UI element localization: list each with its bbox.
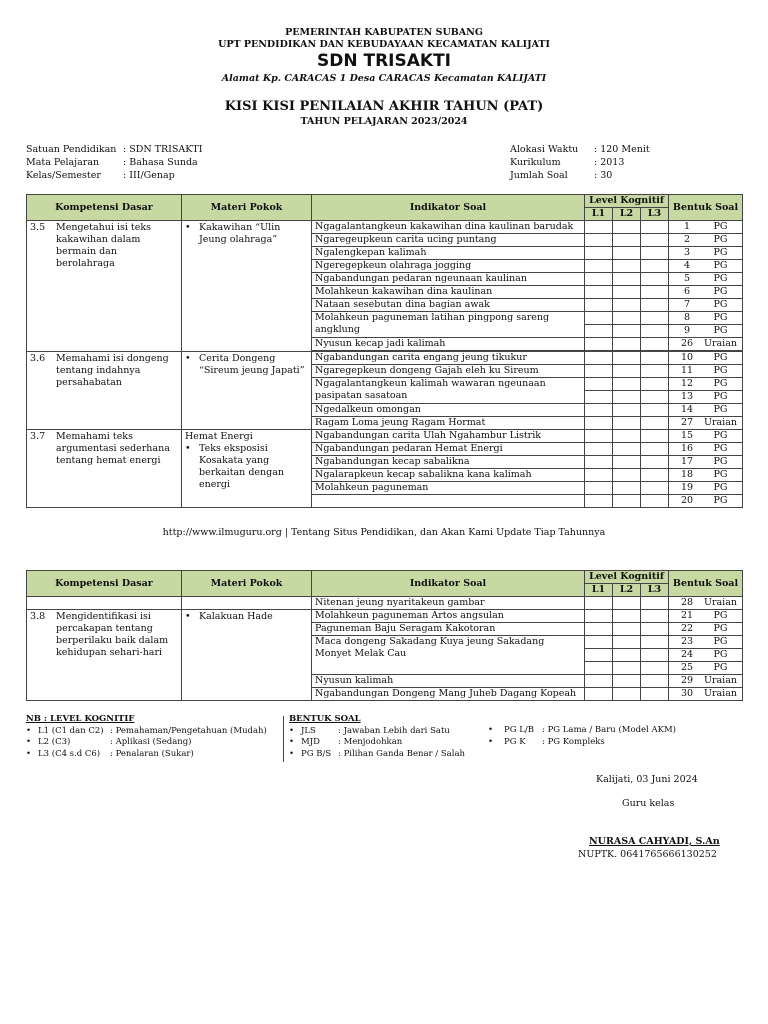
- bullet-icon: •: [488, 736, 494, 747]
- question-number: 23: [680, 636, 694, 647]
- legend-desc: : Pemahaman/Pengetahuan (Mudah): [110, 725, 267, 736]
- legend-code: PG K: [504, 736, 526, 747]
- col-header-materi: Materi Pokok: [182, 571, 312, 597]
- bullet-icon: •: [185, 443, 191, 454]
- question-number: 27: [680, 417, 694, 428]
- materi-heading: Hemat Energi: [185, 431, 253, 442]
- question-number: 4: [683, 260, 691, 271]
- legend-desc: : Pilihan Ganda Benar / Salah: [338, 748, 466, 759]
- col-header-bentuk: Bentuk Soal: [669, 571, 743, 597]
- bentuk-cell: [669, 247, 743, 260]
- bullet-icon: •: [289, 748, 295, 759]
- question-type: PG: [713, 391, 728, 402]
- legend-desc: : PG Lama / Baru (Model AKM): [542, 725, 676, 735]
- info-label: Satuan Pendidikan: [26, 144, 117, 155]
- kd-number: 3.8: [30, 611, 46, 622]
- indikator-cell: Ngabandungan Dongeng Mang Juheb Dagang Kopeah: [312, 688, 585, 701]
- col-header-l2: L2: [613, 584, 641, 597]
- legend-title: NB : LEVEL KOGNITIF: [26, 714, 135, 724]
- academic-year: TAHUN PELAJARAN 2023/2024: [300, 116, 468, 127]
- indikator-cell: Ngagalantangkeun kakawihan dina kaulinan barudak: [312, 221, 585, 234]
- kd-text: Memahami teks argumentasi sederhana tentang hemat energi: [56, 431, 170, 466]
- question-type: PG: [713, 636, 728, 647]
- question-number: 11: [680, 365, 694, 376]
- legend-code: PG B/S: [301, 748, 332, 759]
- question-type: Uraian: [703, 688, 738, 699]
- info-label: Jumlah Soal: [510, 170, 568, 181]
- header-address: Alamat Kp. CARACAS 1 Desa CARACAS Kecamatan KALIJATI: [221, 73, 547, 84]
- col-header-l1: L1: [585, 208, 613, 221]
- bentuk-cell: [669, 352, 743, 365]
- question-number: 19: [680, 482, 694, 493]
- legend-code: L2 (C3): [38, 737, 71, 747]
- legend-desc: : Jawaban Lebih dari Satu: [338, 725, 450, 736]
- header-government: PEMERINTAH KABUPATEN SUBANG: [285, 27, 483, 38]
- info-value: : SDN TRISAKTI: [123, 144, 203, 155]
- col-header-indikator: Indikator Soal: [312, 571, 585, 597]
- signature-nuptk: NUPTK. 0641765666130252: [578, 849, 717, 860]
- question-number: 21: [680, 610, 694, 621]
- legend-desc: : Penalaran (Sukar): [110, 748, 194, 759]
- bentuk-cell: [669, 286, 743, 299]
- level-kognitif-legend: [26, 714, 281, 760]
- kd-number: 3.6: [30, 353, 46, 364]
- info-value: : 2013: [594, 157, 625, 168]
- info-value: : 120 Menit: [594, 144, 650, 155]
- col-header-l1: L1: [585, 584, 613, 597]
- indikator-cell: Ngabandungan pedaran ngeunaan kaulinan: [312, 273, 585, 286]
- legend-title: BENTUK SOAL: [289, 714, 361, 724]
- indikator-cell: [312, 495, 585, 508]
- question-type: PG: [713, 404, 728, 415]
- question-type: PG: [713, 378, 728, 389]
- question-type: PG: [713, 443, 728, 454]
- question-number: 30: [680, 688, 694, 699]
- bentuk-cell: [669, 273, 743, 286]
- bullet-icon: •: [289, 737, 295, 747]
- question-type: PG: [713, 325, 728, 336]
- info-value: : III/Genap: [123, 170, 175, 181]
- col-header-l3: L3: [641, 584, 669, 597]
- kisi-table-1: [26, 194, 743, 508]
- bentuk-cell: [669, 299, 743, 312]
- bentuk-cell: [669, 443, 743, 456]
- question-number: 1: [683, 221, 691, 232]
- bentuk-cell: [669, 636, 743, 649]
- question-number: 20: [680, 495, 694, 506]
- document-title: KISI KISI PENILAIAN AKHIR TAHUN (PAT): [224, 99, 544, 114]
- bentuk-cell: [669, 597, 743, 610]
- table-row: [27, 352, 743, 365]
- question-type: PG: [713, 456, 728, 467]
- col-header-l3: L3: [641, 208, 669, 221]
- indikator-cell: Ngabandungan carita engang jeung tikukur: [312, 352, 585, 365]
- question-number: 28: [680, 597, 694, 608]
- indikator-cell: Nitenan jeung nyaritakeun gambar: [312, 597, 585, 610]
- question-number: 17: [680, 456, 694, 467]
- col-header-kd: Kompetensi Dasar: [27, 571, 182, 597]
- question-number: 22: [680, 623, 694, 634]
- bentuk-cell: [669, 325, 743, 338]
- signature-place-date: Kalijati, 03 Juni 2024: [596, 774, 698, 785]
- question-number: 15: [680, 430, 694, 441]
- question-type: PG: [713, 247, 728, 258]
- bullet-icon: •: [488, 725, 494, 735]
- bentuk-cell: [669, 378, 743, 391]
- question-number: 24: [680, 649, 694, 660]
- indikator-cell: Ngeregepkeun olahraga jogging: [312, 260, 585, 273]
- indikator-cell: Nataan sesebutan dina bagian awak: [312, 299, 585, 312]
- bentuk-cell: [669, 430, 743, 443]
- materi-text: Cerita Dongeng “Sireum jeung Japati”: [199, 353, 305, 376]
- indikator-cell: Ngabandungan pedaran Hemat Energi: [312, 443, 585, 456]
- indikator-cell: Nyusun kecap jadi kalimah: [312, 338, 585, 351]
- question-number: 13: [680, 391, 694, 402]
- question-type: PG: [713, 623, 728, 634]
- indikator-cell: Nyusun kalimah: [312, 675, 585, 688]
- question-number: 29: [680, 675, 694, 686]
- col-header-level: Level Kognitif: [585, 571, 669, 584]
- question-number: 16: [680, 443, 694, 454]
- kisi-table-2: [26, 570, 743, 701]
- question-number: 8: [683, 312, 691, 323]
- table-row: [27, 221, 743, 234]
- kd-text: Mengidentifikasi isi percakapan tentang berperilaku baik dalam kehidupan sehari-hari: [56, 611, 169, 658]
- indikator-cell: Molahkeun kakawihan dina kaulinan: [312, 286, 585, 299]
- bentuk-cell: [669, 675, 743, 688]
- bentuk-cell: [669, 312, 743, 325]
- question-type: PG: [713, 260, 728, 271]
- footer-link[interactable]: http://www.ilmuguru.org | Tentang Situs Pendidikan, dan Akan Kami Update Tiap Tahunnya: [162, 527, 606, 538]
- bentuk-cell: [669, 495, 743, 508]
- kd-number: 3.5: [30, 222, 46, 233]
- question-type: PG: [713, 469, 728, 480]
- header-school-name: SDN TRISAKTI: [316, 51, 451, 71]
- kd-number: 3.7: [30, 431, 46, 442]
- header-upt: UPT PENDIDIKAN DAN KEBUDAYAAN KECAMATAN KALIJATI: [218, 39, 550, 50]
- bentuk-cell: [669, 260, 743, 273]
- indikator-cell: Molahkeun paguneman latihan pingpong sareng angklung: [312, 312, 585, 338]
- indikator-cell: Ngagalantangkeun kalimah wawaran ngeunaan pasipatan sasatoan: [312, 378, 585, 404]
- indikator-cell: Paguneman Baju Seragam Kakotoran: [312, 623, 585, 636]
- question-type: Uraian: [703, 597, 738, 608]
- question-type: PG: [713, 610, 728, 621]
- legend-code: L3 (C4 s.d C6): [38, 748, 101, 759]
- question-number: 6: [683, 286, 691, 297]
- col-header-kd: Kompetensi Dasar: [27, 195, 182, 221]
- indikator-cell: Molahkeun paguneman Artos angsulan: [312, 610, 585, 623]
- legend-code: PG L/B: [504, 725, 534, 735]
- bullet-icon: •: [289, 725, 295, 736]
- materi-text: Teks eksposisi Kosakata yang berkaitan dengan energi: [199, 443, 285, 490]
- question-number: 2: [683, 234, 691, 245]
- bentuk-cell: [669, 365, 743, 378]
- question-type: PG: [713, 299, 728, 310]
- info-label: Mata Pelajaran: [26, 157, 100, 168]
- bullet-icon: •: [26, 748, 32, 759]
- indikator-cell: Ngalarapkeun kecap sabalikna kana kalimah: [312, 469, 585, 482]
- bentuk-cell: [669, 417, 743, 430]
- bentuk-cell: [669, 338, 743, 351]
- question-number: 26: [680, 338, 694, 349]
- table-row: [27, 430, 743, 443]
- legend-desc: : Menjodohkan: [338, 737, 403, 747]
- indikator-cell: Ngaregepkeun dongeng Gajah eleh ku Sireum: [312, 365, 585, 378]
- question-type: Uraian: [703, 338, 738, 349]
- info-right: [510, 143, 650, 182]
- indikator-cell: Ngabandungan carita Ulah Ngahambur Listrik: [312, 430, 585, 443]
- question-number: 12: [680, 378, 694, 389]
- bullet-icon: •: [185, 611, 191, 622]
- bentuk-cell: [669, 234, 743, 247]
- indikator-cell: Maca dongeng Sakadang Kuya jeung Sakadang Monyet Melak Cau: [312, 636, 585, 675]
- question-type: PG: [713, 286, 728, 297]
- question-number: 9: [683, 325, 691, 336]
- bullet-icon: •: [185, 222, 191, 233]
- bentuk-cell: [669, 662, 743, 675]
- bentuk-soal-legend-2: [488, 725, 708, 748]
- question-type: PG: [713, 273, 728, 284]
- materi-text: Kakawihan “Ulin Jeung olahraga”: [199, 222, 281, 245]
- bentuk-cell: [669, 649, 743, 662]
- indikator-cell: Molahkeun paguneman: [312, 482, 585, 495]
- question-number: 14: [680, 404, 694, 415]
- bentuk-cell: [669, 688, 743, 701]
- question-number: 3: [683, 247, 691, 258]
- info-label: Kurikulum: [510, 157, 561, 168]
- col-header-bentuk: Bentuk Soal: [669, 195, 743, 221]
- indikator-cell: Ngalengkepan kalimah: [312, 247, 585, 260]
- question-number: 5: [683, 273, 691, 284]
- legend-code: JLS: [301, 725, 316, 736]
- indikator-cell: Ngaregeupkeun carita ucing puntang: [312, 234, 585, 247]
- question-type: PG: [713, 221, 728, 232]
- signature-role: Guru kelas: [622, 798, 675, 809]
- legend-code: MJD: [301, 737, 320, 747]
- bullet-icon: •: [26, 725, 32, 736]
- bullet-icon: •: [185, 353, 191, 364]
- question-type: PG: [713, 234, 728, 245]
- question-type: Uraian: [703, 417, 738, 428]
- bentuk-cell: [669, 610, 743, 623]
- legend-code: L1 (C1 dan C2): [38, 725, 104, 736]
- indikator-cell: Ngabandungan kecap sabalikna: [312, 456, 585, 469]
- legend-divider: [283, 716, 284, 762]
- bentuk-cell: [669, 221, 743, 234]
- bentuk-cell: [669, 469, 743, 482]
- info-value: : 30: [594, 170, 613, 181]
- bentuk-cell: [669, 391, 743, 404]
- bentuk-cell: [669, 404, 743, 417]
- kd-text: Mengetahui isi teks kakawihan dalam bermain dan berolahraga: [56, 222, 151, 269]
- question-number: 18: [680, 469, 694, 480]
- col-header-level: Level Kognitif: [585, 195, 669, 208]
- question-type: PG: [713, 649, 728, 660]
- question-number: 25: [680, 662, 694, 673]
- indikator-cell: Ngedalkeun omongan: [312, 404, 585, 417]
- question-number: 10: [680, 352, 694, 363]
- question-type: PG: [713, 430, 728, 441]
- info-label: Kelas/Semester: [26, 170, 101, 181]
- col-header-materi: Materi Pokok: [182, 195, 312, 221]
- bentuk-soal-legend: [289, 714, 479, 760]
- table-row: [27, 610, 743, 623]
- question-type: PG: [713, 482, 728, 493]
- col-header-l2: L2: [613, 208, 641, 221]
- question-type: PG: [713, 312, 728, 323]
- bentuk-cell: [669, 456, 743, 469]
- kd-text: Memahami isi dongeng tentang indahnya persahabatan: [56, 353, 169, 388]
- question-type: PG: [713, 365, 728, 376]
- bentuk-cell: [669, 482, 743, 495]
- materi-text: Kalakuan Hade: [199, 611, 273, 622]
- legend-desc: : PG Kompleks: [542, 736, 605, 747]
- question-type: PG: [713, 662, 728, 673]
- table-row: [27, 597, 743, 610]
- bullet-icon: •: [26, 737, 32, 747]
- question-number: 7: [683, 299, 691, 310]
- legend-desc: : Aplikasi (Sedang): [110, 737, 192, 747]
- question-type: Uraian: [703, 675, 738, 686]
- question-type: PG: [713, 495, 728, 506]
- bentuk-cell: [669, 623, 743, 636]
- question-type: PG: [713, 352, 728, 363]
- signature-name: NURASA CAHYADI, S.An: [589, 836, 720, 847]
- info-label: Alokasi Waktu: [510, 144, 579, 155]
- info-value: : Bahasa Sunda: [123, 157, 198, 168]
- info-left: [26, 143, 202, 182]
- indikator-cell: Ragam Loma jeung Ragam Hormat: [312, 417, 585, 430]
- col-header-indikator: Indikator Soal: [312, 195, 585, 221]
